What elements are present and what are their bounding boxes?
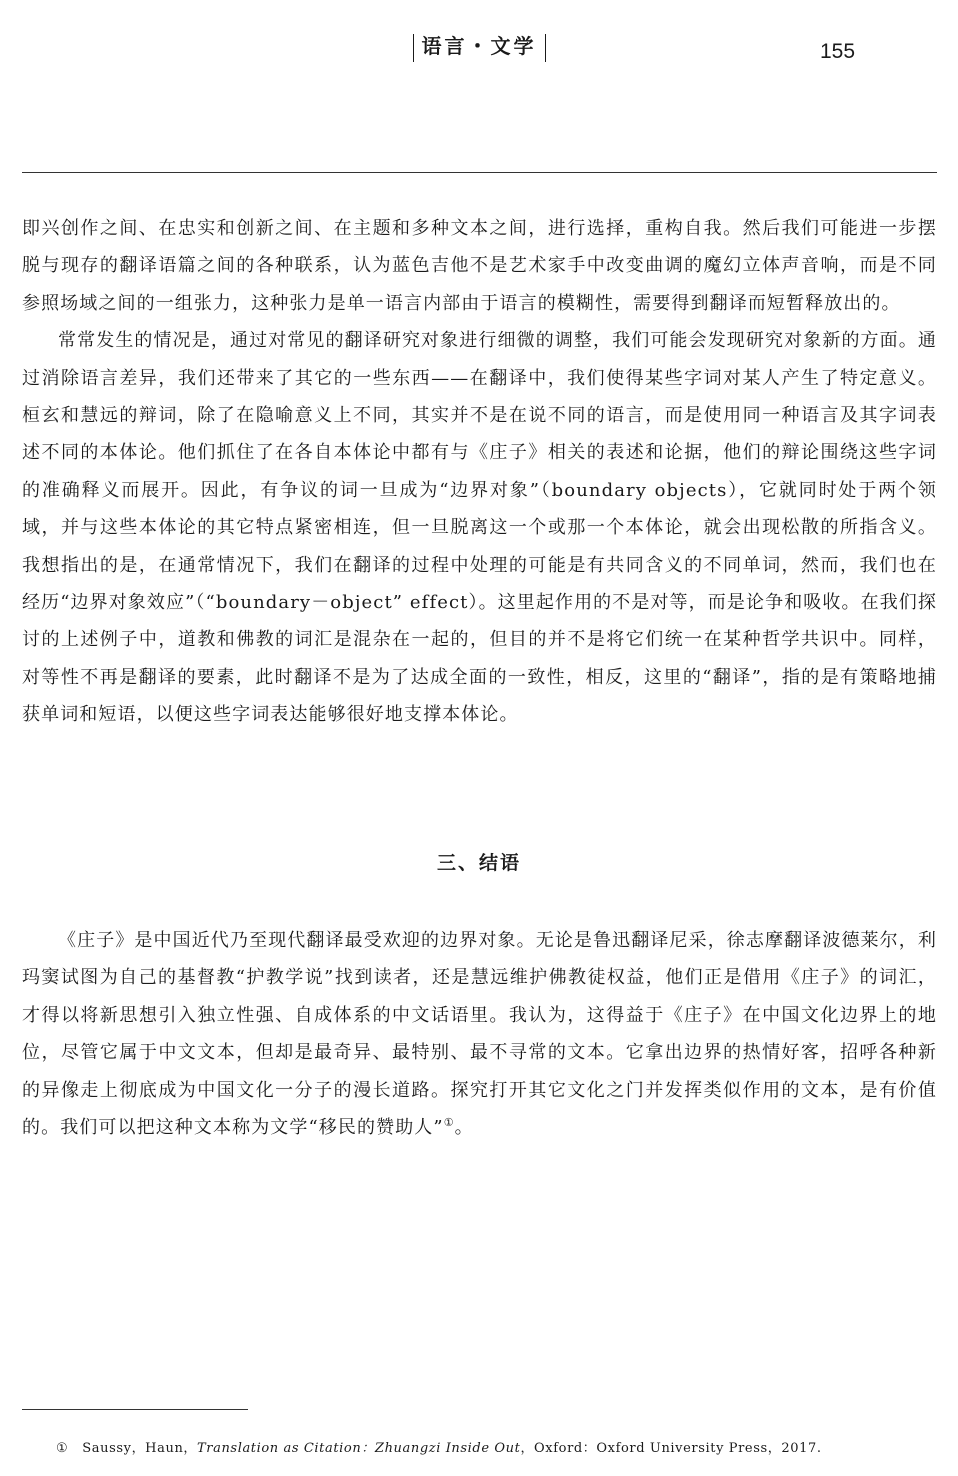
header-rule (22, 172, 937, 173)
footnote-publisher: ，Oxford：Oxford University Press，2017. (520, 1441, 822, 1456)
footnote-rule (22, 1409, 248, 1410)
journal-section-title (0, 30, 958, 62)
conclusion-body (22, 922, 937, 1146)
section-heading: 三、结语 (436, 852, 521, 874)
conclusion-end: 。 (454, 1117, 474, 1139)
footnote-authors: Saussy，Haun， (82, 1441, 198, 1456)
journal-section-label: 语言・文学 (421, 34, 537, 58)
footnote-reference[interactable]: ① (443, 1116, 455, 1130)
header-divider (545, 34, 546, 62)
paragraph: 即兴创作之间、在忠实和创新之间、在主题和多种文本之间，进行选择，重构自我。然后我们可能进一步摆脱与现存的翻译语篇之间的各种联系，认为蓝色吉他不是艺术家手中改变曲调的魔幻立体声音响，而是不同参照场域之间的一组张力，这种张力是单一语言内部由于语言的模糊性，需要得到翻译而短暂释放出的。 (22, 218, 937, 314)
conclusion-paragraph (22, 922, 937, 1146)
footnote-mark: ① (56, 1441, 69, 1456)
footnote-title: Translation as Citation：Zhuangzi Inside Out (197, 1441, 521, 1456)
conclusion-text: 《庄子》是中国近代乃至现代翻译最受欢迎的边界对象。无论是鲁迅翻译尼采，徐志摩翻译波德莱尔，利玛窦试图为自己的基督教“护教学说”找到读者，还是慧远维护佛教徒权益，他们正是借用《庄子》的词汇，才得以将新思想引入独立性强、自成体系的中文话语里。我认为，这得益于《庄子》在中国文化边界上的地位，尽管它属于中文文本，但却是最奇异、最特别、最不寻常的文本。它拿出边界的热情好客，招呼各种新的异像走上彻底成为中国文化一分子的漫长道路。探究打开其它文化之门并发挥类似作用的文本，是有价值的。我们可以把这种文本称为文学“移民的赞助人” (22, 930, 937, 1139)
main-body (22, 210, 937, 734)
footnote (56, 1437, 936, 1456)
paragraph: 常常发生的情况是，通过对常见的翻译研究对象进行细微的调整，我们可能会发现研究对象新的方面。通过消除语言差异，我们还带来了其它的一些东西——在翻译中，我们使得某些字词对某人产生了特定意义。桓玄和慧远的辩词，除了在隐喻意义上不同，其实并不是在说不同的语言，而是使用同一种语言及其字词表述不同的本体论。他们抓住了在各自本体论中都有与《庄子》相关的表述和论据，他们的辩论围绕这些字词的准确释义而展开。因此，有争议的词一旦成为“边界对象”（boundary objects），它就同时处于两个领域，并与这些本体论的其它特点紧密相连，但一旦脱离这一个或那一个本体论，就会出现松散的所指含义。我想指出的是，在通常情况下，我们在翻译的过程中处理的可能是有共同含义的不同单词，然而，我们也在经历“边界对象效应”（“boundary－object” effect）。这里起作用的不是对等，而是论争和吸收。在我们探讨的上述例子中，道教和佛教的词汇是混杂在一起的，但目的并不是将它们统一在某种哲学共识中。同样，对等性不再是翻译的要素，此时翻译不是为了达成全面的一致性，相反，这里的“翻译”，指的是有策略地捕获单词和短语，以便这些字词表达能够很好地支撑本体论。 (22, 330, 937, 726)
page-number: 155 (820, 40, 856, 63)
header-divider (413, 34, 414, 62)
